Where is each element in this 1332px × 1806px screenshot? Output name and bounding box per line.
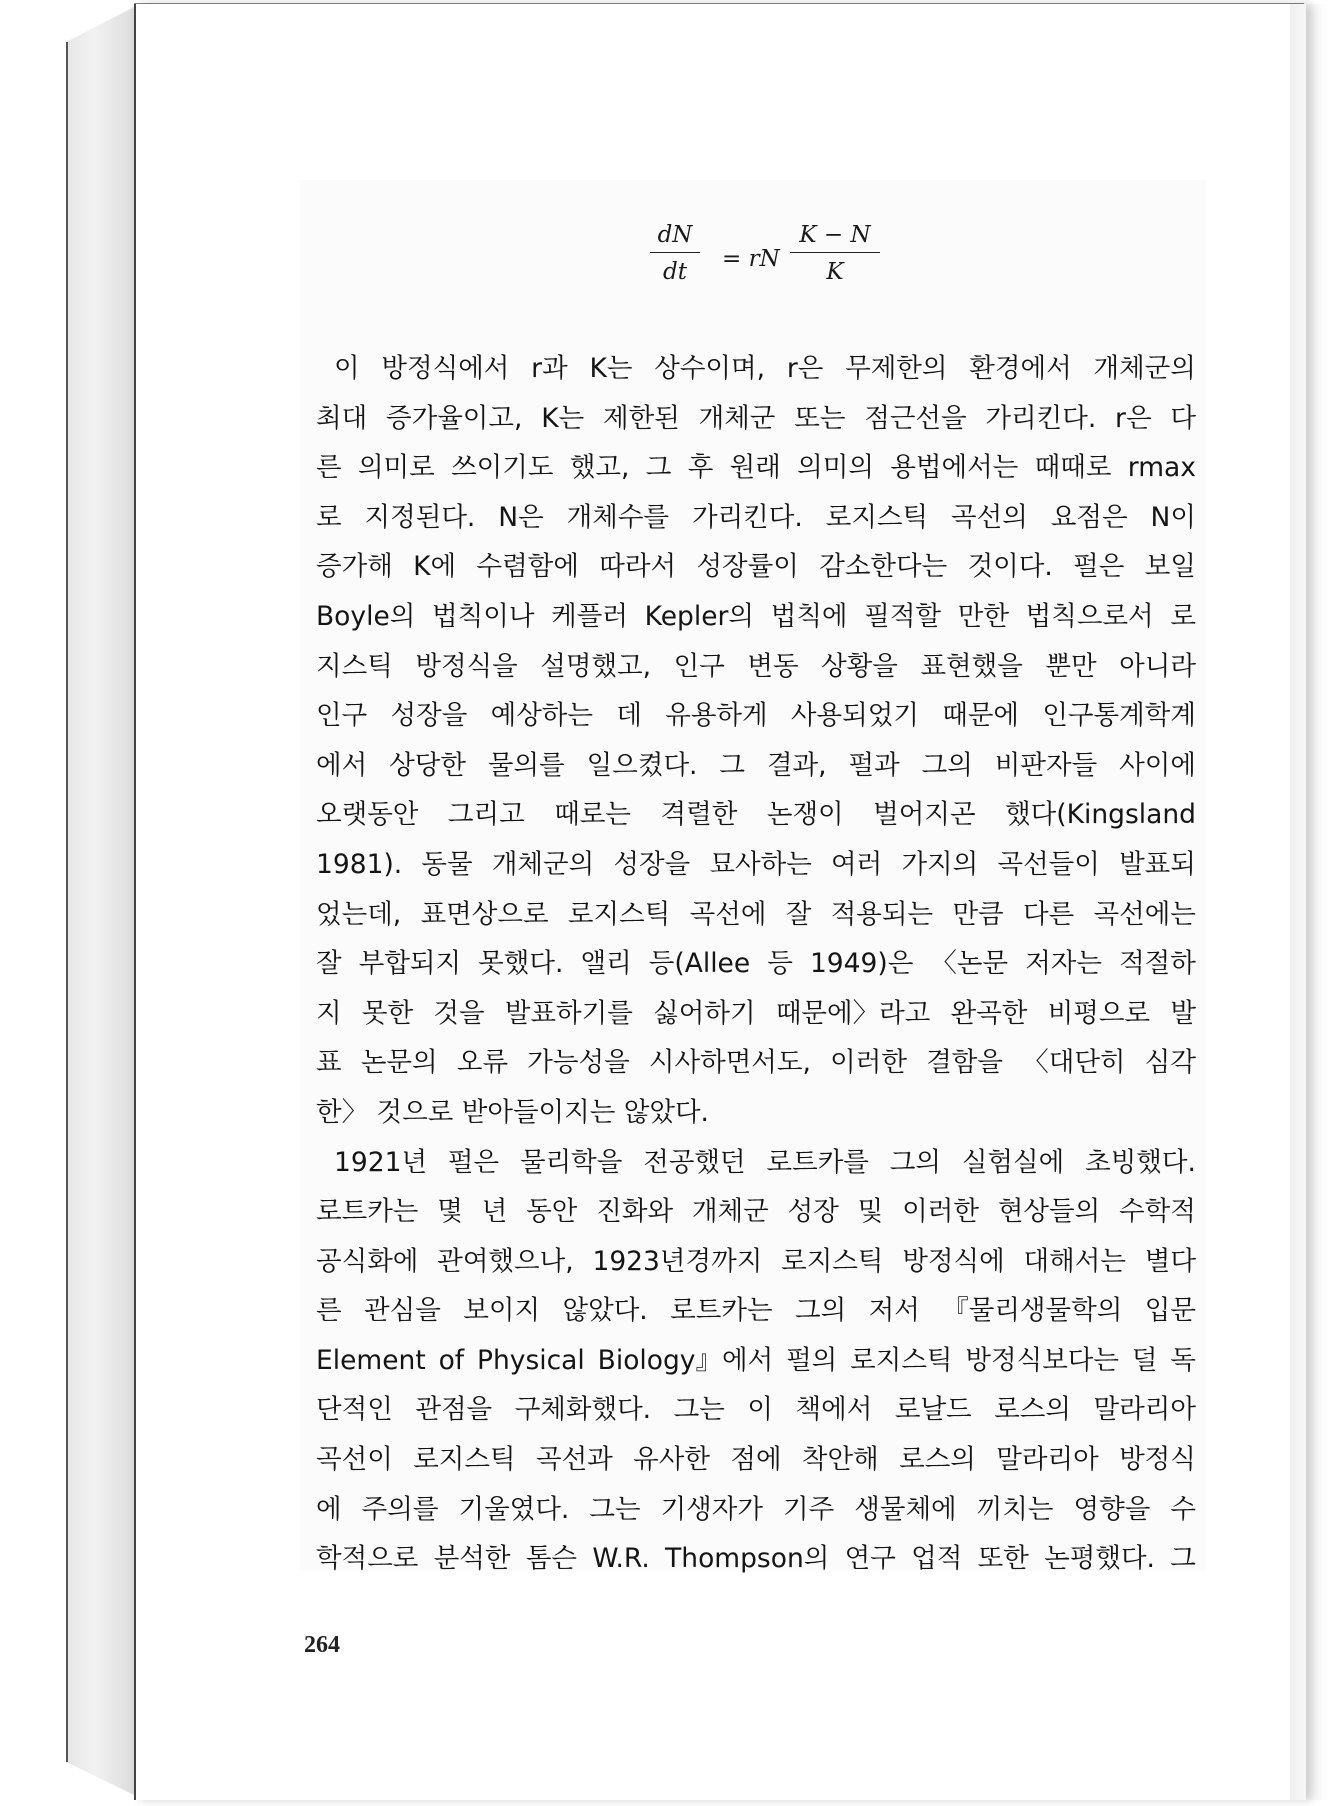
text-line: 표 논문의 오류 가능성을 시사하면서도, 이러한 결함을 〈대단히 심각 (316, 1047, 1196, 1079)
text-line: 인구 성장을 예상하는 데 유용하게 사용되었기 때문에 인구통계학계 (316, 700, 1196, 732)
text-line: Element of Physical Biology』에서 펄의 로지스틱 방정식보다는 덜 독 (316, 1344, 1196, 1376)
equation-lhs-denominator: dt (663, 259, 687, 285)
text-line: 른 관심을 보이지 않았다. 로트카는 그의 저서 『물리생물학의 입문 (316, 1295, 1196, 1327)
text-line: 에 주의를 기울였다. 그는 기생자가 기주 생물체에 끼치는 영향을 수 (316, 1493, 1196, 1525)
text-line: 이 방정식에서 r과 K는 상수이며, r은 무제한의 환경에서 개체군의 (334, 353, 1196, 384)
text-line: 학적으로 분석한 톰슨 W.R. Thompson의 연구 업적 또한 논평했다. 그 (316, 1543, 1196, 1575)
text-line: 로트카는 몇 년 동안 진화와 개체군 성장 및 이러한 현상들의 수학적 (316, 1196, 1196, 1228)
page-shadow (1290, 4, 1330, 1800)
text-line: 1981). 동물 개체군의 성장을 묘사하는 여러 가지의 곡선들이 발표되 (316, 848, 1196, 880)
text-line: 었는데, 표면상으로 로지스틱 곡선에 잘 적용되는 만큼 다른 곡선에는 (316, 898, 1196, 930)
text-line: 단적인 관점을 구체화했다. 그는 이 책에서 로날드 로스의 말라리아 (316, 1394, 1196, 1426)
text-line: 한〉 것으로 받아들이지는 않았다. (316, 1096, 709, 1128)
text-line: 최대 증가율이고, K는 제한된 개체군 또는 점근선을 가리킨다. r은 다 (316, 402, 1196, 434)
text-line: 잘 부합되지 못했다. 앨리 등(Allee 등 1949)은 〈논문 저자는 적절하 (316, 948, 1196, 980)
text-line: 지스틱 방정식을 설명했고, 인구 변동 상황을 표현했을 뿐만 아니라 (316, 650, 1196, 682)
body-text (316, 344, 1196, 1584)
text-line: 로 지정된다. N은 개체수를 가리킨다. 로지스틱 곡선의 요점은 N이 (316, 501, 1196, 533)
equation-lhs-numerator: dN (657, 222, 693, 248)
text-line: Boyle의 법칙이나 케플러 Kepler의 법칙에 필적할 만한 법칙으로서 로 (316, 600, 1196, 632)
text-line: 른 의미로 쓰이기도 했고, 그 후 원래 의미의 용법에서는 때때로 rmax (316, 452, 1196, 484)
text-line: 1921년 펄은 물리학을 전공했던 로트카를 그의 실험실에 초빙했다. (334, 1146, 1196, 1178)
text-line: 지 못한 것을 발표하기를 싫어하기 때문에〉라고 완곡한 비평으로 발 (316, 997, 1196, 1029)
equation-lhs-fraction (650, 222, 700, 285)
equation-rhs-fraction (790, 222, 880, 285)
fraction-bar (650, 252, 700, 253)
text-line: 곡선이 로지스틱 곡선과 유사한 점에 착안해 로스의 말라리아 방정식 (316, 1444, 1196, 1476)
fraction-bar (790, 252, 880, 253)
page-number: 264 (304, 1632, 340, 1658)
equation-rhs-numerator: K − N (799, 222, 871, 248)
equation-middle: = rN (722, 246, 780, 272)
text-line: 오랫동안 그리고 때로는 격렬한 논쟁이 벌어지곤 했다(Kingsland (316, 799, 1196, 831)
text-line: 에서 상당한 물의를 일으켰다. 그 결과, 펄과 그의 비판자들 사이에 (316, 749, 1196, 781)
logistic-equation (650, 222, 890, 292)
text-line: 공식화에 관여했으나, 1923년경까지 로지스틱 방정식에 대해서는 별다 (316, 1245, 1196, 1277)
book-spine (66, 6, 136, 1796)
text-line: 증가해 K에 수렴함에 따라서 성장률이 감소한다는 것이다. 펄은 보일 (316, 551, 1196, 583)
equation-rhs-denominator: K (826, 259, 844, 285)
